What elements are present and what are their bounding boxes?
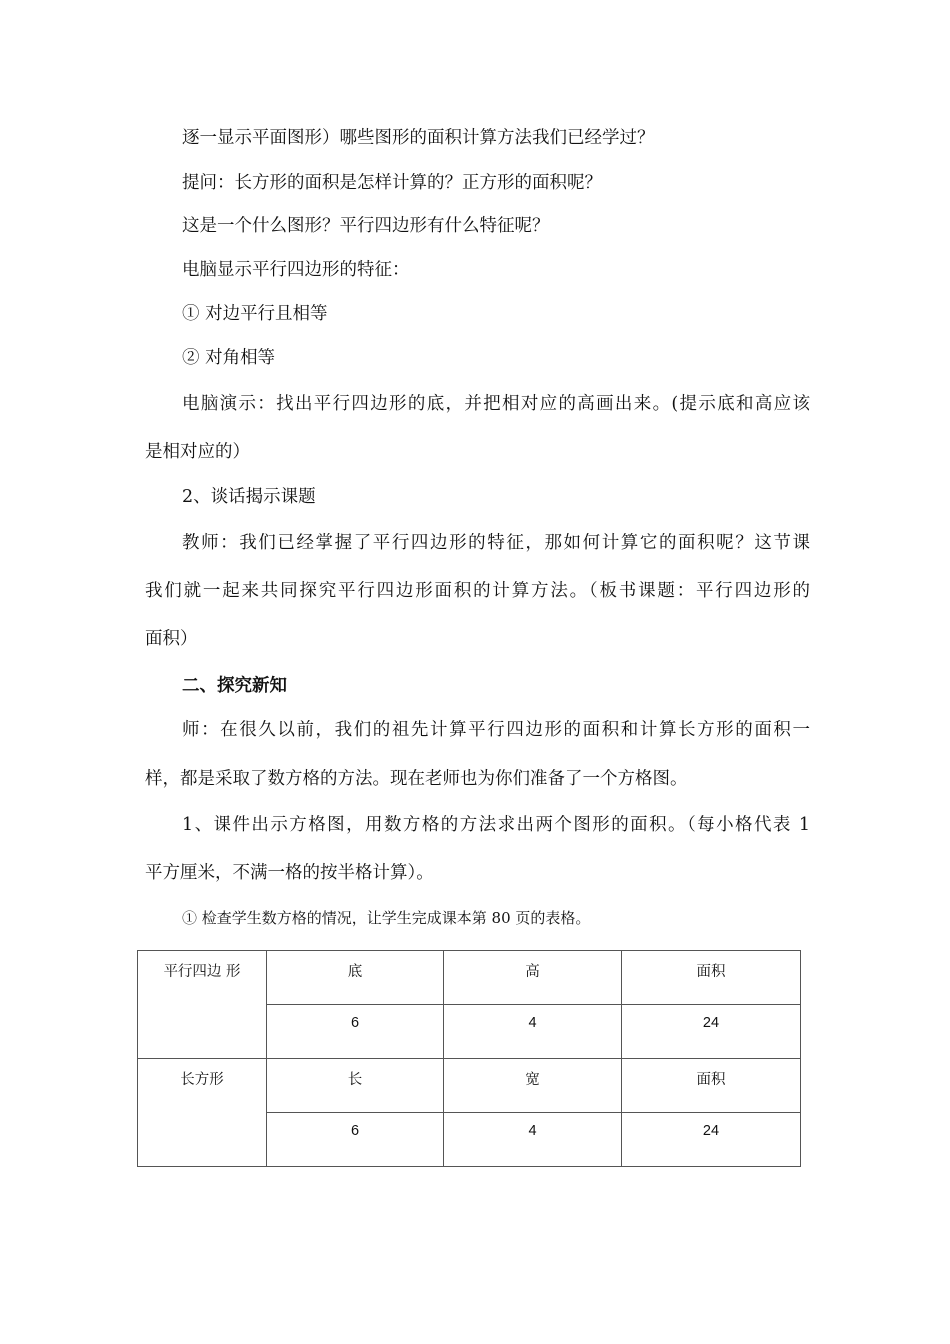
row-label-rectangle: 长方形 bbox=[138, 1059, 267, 1167]
row-label-parallelogram: 平行四边 形 bbox=[138, 951, 267, 1059]
paragraph-grid-line-2: 平方厘米，不满一格的按半格计算）。 bbox=[145, 863, 434, 883]
paragraph-question-parallelogram: 这是一个什么图形？平行四边形有什么特征呢？ bbox=[182, 216, 550, 236]
paragraph-history-line-2: 样，都是采取了数方格的方法。现在老师也为你们准备了一个方格图。 bbox=[145, 769, 688, 789]
area-comparison-table bbox=[137, 950, 801, 1167]
feature-item-1: ① 对边平行且相等 bbox=[182, 304, 328, 324]
table-cell: 6 bbox=[267, 1113, 444, 1167]
table-header-cell: 长 bbox=[267, 1059, 444, 1113]
paragraph-teacher-line-3: 面积） bbox=[145, 629, 198, 649]
table-header-cell: 高 bbox=[444, 951, 622, 1005]
paragraph-question-area: 提问：长方形的面积是怎样计算的？正方形的面积呢？ bbox=[182, 173, 602, 193]
paragraph-demo-line-2: 是相对应的） bbox=[145, 442, 250, 462]
paragraph-teacher-line-2: 我们就一起来共同探究平行四边形面积的计算方法。（板书课题：平行四边形的 bbox=[145, 581, 810, 601]
table-cell: 24 bbox=[622, 1113, 801, 1167]
paragraph-intro-shapes: 逐一显示平面图形）哪些图形的面积计算方法我们已经学过？ bbox=[182, 128, 655, 148]
paragraph-check-task: ① 检查学生数方格的情况，让学生完成课本第 80 页的表格。 bbox=[182, 909, 591, 927]
section-heading-explore: 二、探究新知 bbox=[182, 676, 287, 696]
paragraph-teacher-line-1: 教师：我们已经掌握了平行四边形的特征，那如何计算它的面积呢？这节课 bbox=[182, 533, 810, 553]
paragraph-grid-line-1: 1、课件出示方格图，用数方格的方法求出两个图形的面积。（每小格代表 1 bbox=[182, 815, 810, 835]
table-cell: 24 bbox=[622, 1005, 801, 1059]
table-row bbox=[138, 951, 801, 1005]
table-cell: 4 bbox=[444, 1113, 622, 1167]
table-header-cell: 面积 bbox=[622, 1059, 801, 1113]
paragraph-features-heading: 电脑显示平行四边形的特征： bbox=[182, 260, 410, 280]
table-header-cell: 底 bbox=[267, 951, 444, 1005]
paragraph-history-line-1: 师：在很久以前，我们的祖先计算平行四边形的面积和计算长方形的面积一 bbox=[182, 720, 810, 740]
table-header-cell: 宽 bbox=[444, 1059, 622, 1113]
feature-item-2: ② 对角相等 bbox=[182, 348, 276, 368]
table-cell: 6 bbox=[267, 1005, 444, 1059]
table-cell: 4 bbox=[444, 1005, 622, 1059]
table-header-cell: 面积 bbox=[622, 951, 801, 1005]
table-row bbox=[138, 1059, 801, 1113]
paragraph-topic-heading: 2、谈话揭示课题 bbox=[182, 487, 316, 507]
paragraph-demo-line-1: 电脑演示：找出平行四边形的底，并把相对应的高画出来。(提示底和高应该 bbox=[182, 394, 810, 414]
